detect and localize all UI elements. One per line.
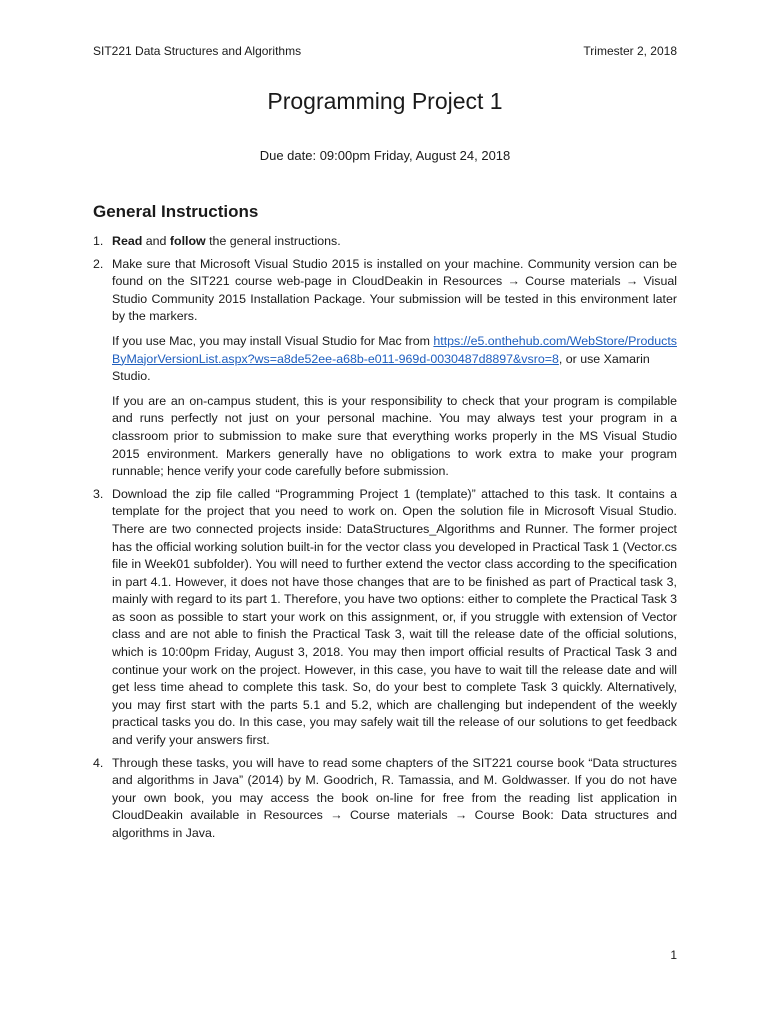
due-date: Due date: 09:00pm Friday, August 24, 2018 <box>259 148 511 163</box>
mac-suffix: , or use Xamarin Studio. <box>112 351 650 384</box>
list-item-number: 4. <box>93 755 104 770</box>
bold-read: Read <box>112 234 143 248</box>
instructions-list <box>93 233 677 843</box>
list-item-number: 2. <box>93 256 104 271</box>
text-and: and <box>142 234 170 248</box>
list-item-text: Download the zip file called “Programming Project 1 (template)” attached to this task. It contains a template for the project that you need to work on. Open the solution file in Microsoft Visual Studio. There are two connected projects inside: DataStructures_Algorithms and Runner. The former project has the official working solution built-in for the vector class you developed in Practical Task 1 (Vector.cs file in Week01 subfolder). You will need to further extend the vector class according to the specification in part 4.1. However, it does not have those changes that are to be finished as part of Practical task 3, mainly with regard to its part 1. Therefore, you have two options: either to complete the Practical Task 3 as soon as possible to start your work on this assignment, or, if you struggle with extension of Vector class and are not able to finish the Practical Task 3, wait till the release date of the official solutions, which is 10:00pm Friday, August 3, 2018. You may then import official results of Practical Task 3 and continue your work on the project. However, in this case, you have to wait till the release date and will get less time ahead to complete this task. So, do your best to complete Task 3 quickly. Alternatively, you may first start with the parts 5.1 and 5.2, which are challenging but independent of the weekly practical tasks you do. In this case, you may safely wait till the release of our solutions to get feedback and verify your answers first. <box>112 486 677 748</box>
list-item-text <box>112 233 677 251</box>
section-heading: General Instructions <box>93 202 259 221</box>
list-item <box>93 486 677 750</box>
list-item <box>93 256 677 481</box>
list-item-number: 1. <box>93 234 104 248</box>
list-item-number: 3. <box>93 486 104 501</box>
list-item-text: Make sure that Microsoft Visual Studio 2015 is installed on your machine. Community version can be found on the SIT221 course web-page in CloudDeakin in Resources → Course materials → Visual Studio Community 2015 Installation Package. Your submission will be tested in this environment later by the markers. <box>112 256 677 324</box>
bold-follow: follow <box>169 234 206 248</box>
list-item <box>93 755 677 843</box>
list-item-text: Through these tasks, you will have to read some chapters of the SIT221 course book “Data structures and algorithms in Java” (2014) by M. Goodrich, R. Tamassia, and M. Goldwasser. If you do not have your own book, you may access the book on-line for free from the reading list application in CloudDeakin available in Resources → Course materials → Course Book: Data structures and algorithms in Java. <box>112 755 677 840</box>
header-course: SIT221 Data Structures and Algorithms <box>93 44 302 58</box>
campus-paragraph: If you are an on-campus student, this is your responsibility to check that your program is compilable and runs perfectly not just on your personal machine. You may always test your program in a classroom prior to submission to make sure that everything works properly in the MS Visual Studio 2015 environment. Markers generally have no obligations to work extra to make your program runnable; hence verify your code carefully before submission. <box>112 393 677 479</box>
text-rest: the general instructions. <box>205 234 341 248</box>
mac-prefix: If you use Mac, you may install Visual Studio for Mac from <box>112 333 434 348</box>
list-item <box>93 233 677 251</box>
mac-paragraph <box>112 333 677 386</box>
header-term: Trimester 2, 2018 <box>583 44 677 58</box>
instructions-list-container <box>93 233 677 848</box>
page-title: Programming Project 1 <box>267 88 503 114</box>
page-number: 1 <box>670 948 677 962</box>
visual-studio-mac-link[interactable]: https://e5.onthehub.com/WebStore/ProductsByMajorVersionList.aspx?ws=a8de52ee-a68b-e011-969d-0030487d8897&vsro=8 <box>112 333 677 366</box>
